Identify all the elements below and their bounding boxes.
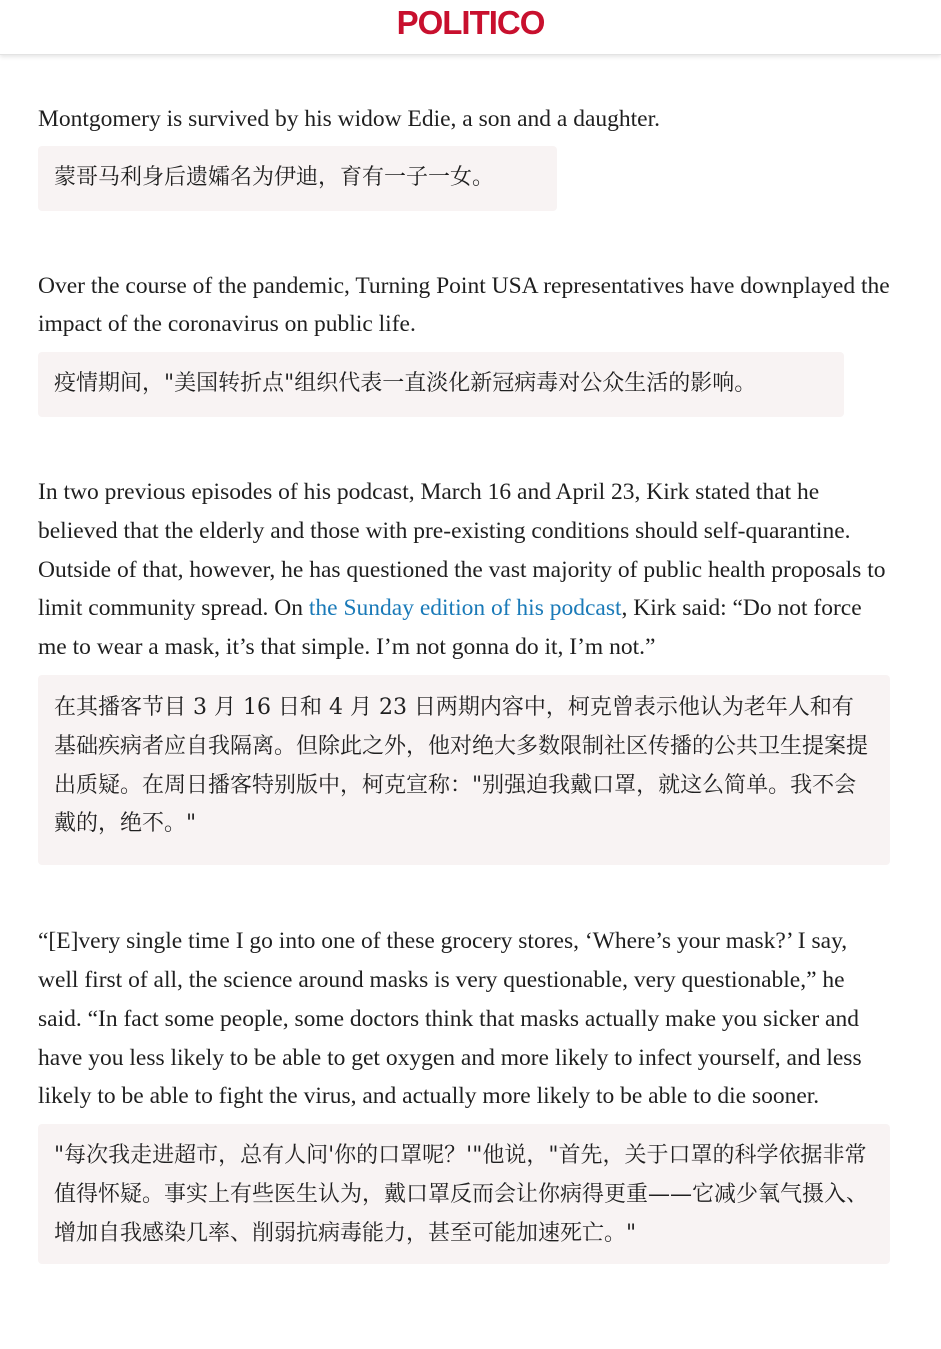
paragraph-en-2: Over the course of the pandemic, Turning Point USA representatives have downplayed the impact of the coronavirus on public life.	[38, 272, 890, 338]
paragraph-en-3-text-before: In two previous episodes of his podcast, March 16 and April 23, Kirk stated that he believed that the elderly and those with pre-existing conditions should self-quarantine. Outside of that, however, he has questioned the vast majority of public health proposals to limit community spread. On	[38, 478, 886, 622]
site-header	[0, 0, 941, 55]
politico-logo[interactable]: POLITICO	[396, 4, 545, 41]
translation-box-1: 蒙哥马利身后遗孀名为伊迪，育有一子一女。	[38, 146, 557, 211]
translation-box-3: 在其播客节目 3 月 16 日和 4 月 23 日两期内容中，柯克曾表示他认为老年人和有基础疾病者应自我隔离。但除此之外，他对绝大多数限制社区传播的公共卫生提案提出质疑。在周日播客特别版中，柯克宣称："别强迫我戴口罩，就这么简单。我不会戴的，绝不。"	[38, 675, 890, 865]
paragraph-en-4: “[E]very single time I go into one of these grocery stores, ‘Where’s your mask?’ I say, well first of all, the science around masks is very questionable, very questionable,” he said. “In fact some people, some doctors think that masks actually make you sicker and have you less likely to be able to get oxygen and more likely to infect yourself, and less likely to be able to fight the virus, and actually more likely to be able to die sooner.	[38, 928, 862, 1110]
translation-box-2: 疫情期间，"美国转折点"组织代表一直淡化新冠病毒对公众生活的影响。	[38, 352, 844, 417]
translation-box-4: "每次我走进超市，总有人问'你的口罩呢？'"他说，"首先，关于口罩的科学依据非常值得怀疑。事实上有些医生认为，戴口罩反而会让你病得更重——它减少氧气摄入、增加自我感染几率、削弱抗病毒能力，甚至可能加速死亡。"	[38, 1124, 890, 1264]
article-body	[38, 100, 890, 1264]
paragraph-en-3	[38, 473, 890, 667]
paragraph-en-1: Montgomery is survived by his widow Edie, a son and a daughter.	[38, 106, 661, 132]
paragraph-en-3-text-after: , Kirk said: “Do not force me to wear a mask, it’s that simple. I’m not gonna do it, I’m not.”	[38, 595, 862, 661]
podcast-link[interactable]: the Sunday edition of his podcast	[308, 595, 622, 622]
